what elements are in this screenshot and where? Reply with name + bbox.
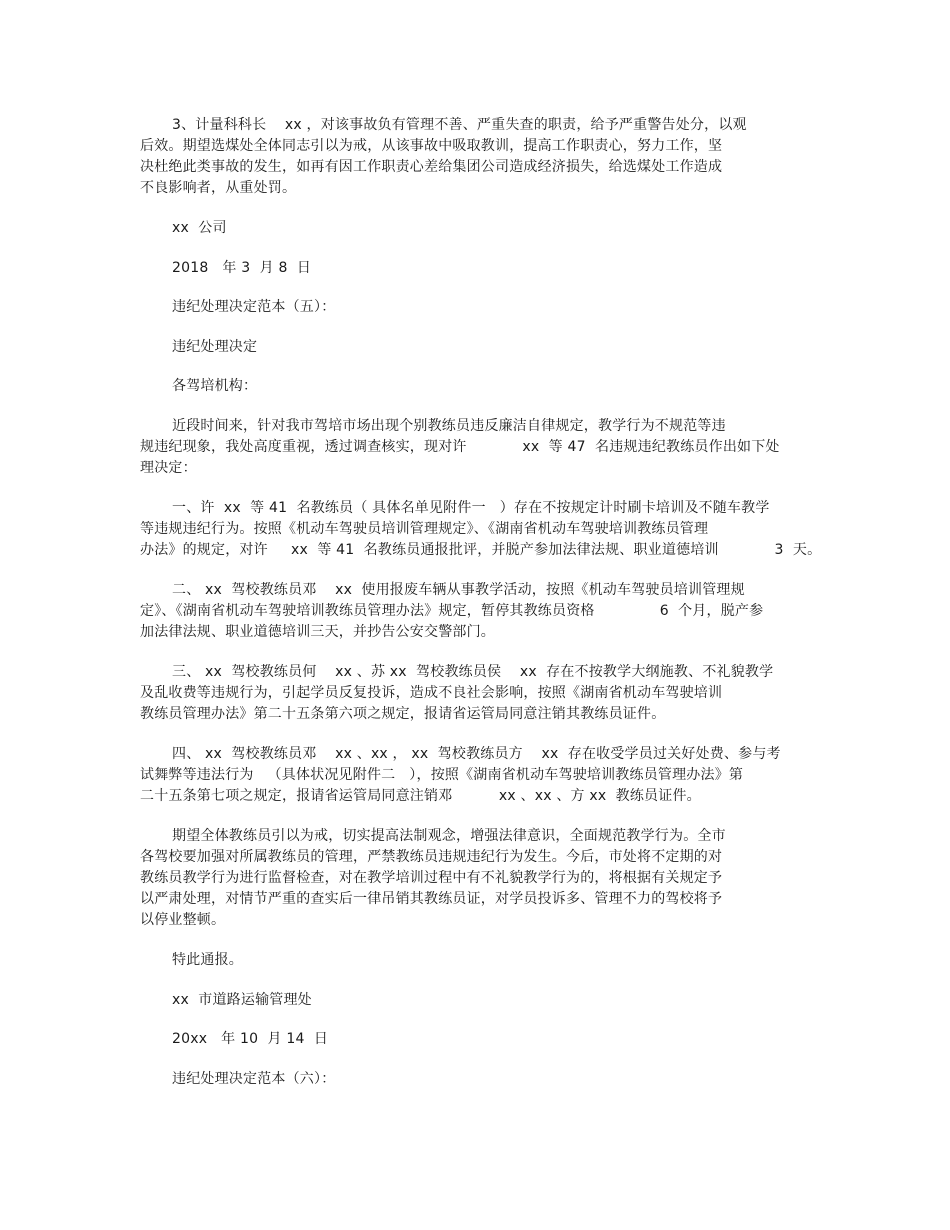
addressee: 各驾培机构： bbox=[172, 378, 258, 394]
closing-line-1: 期望全体教练员引以为戒，切实提高法制观念，增强法律意识，全面规范教学行为。全市 bbox=[172, 828, 726, 844]
sample-5-heading: 违纪处理决定范本（五）： bbox=[172, 299, 336, 315]
item-4-line-2: 试舞弊等违法行为 （具体状况见附件二 ），按照《湖南省机动车驾驶培训教练员管理办法》第 bbox=[140, 767, 744, 783]
item-3-line-3: 教练员管理办法》第二十五条第六项之规定，报请省运管局同意注销其教练员证件。 bbox=[140, 706, 666, 722]
company-signature: xx 公司 bbox=[172, 220, 227, 236]
closing-line-5: 以停业整顿。 bbox=[140, 912, 226, 928]
company-date: 2018 年 3 月 8 日 bbox=[172, 260, 312, 276]
item-4-line-1: 四、 xx 驾校教练员邓 xx 、xx ， xx 驾校教练员方 xx 存在收受学员过关好处费、参与考 bbox=[172, 746, 781, 762]
item-2-line-3: 加法律法规、职业道德培训三天，并抄告公安交警部门。 bbox=[140, 624, 495, 640]
item-1-line-3: 办法》的规定，对许 xx 等 41 名教练员通报批评，并脱产参加法律法规、职业道德培训 3 天。 bbox=[140, 542, 822, 558]
intro-line-1: 近段时间来，针对我市驾培市场出现个别教练员违反廉洁自律规定，教学行为不规范等违 bbox=[172, 418, 726, 434]
para-3-line-4: 不良影响者，从重处罚。 bbox=[140, 180, 297, 196]
item-1-line-1: 一、许 xx 等 41 名教练员（ 具体名单见附件一 ）存在不按规定计时刷卡培训及不随车教学 bbox=[172, 500, 770, 516]
intro-line-3: 理决定： bbox=[140, 460, 197, 476]
sample-6-heading: 违纪处理决定范本（六）： bbox=[172, 1071, 336, 1087]
intro-line-2: 规违纪现象，我处高度重视，透过调查核实，现对许 xx 等 47 名违规违纪教练员作出如下处 bbox=[140, 439, 780, 455]
item-3-line-1: 三、 xx 驾校教练员何 xx 、苏 xx 驾校教练员侯 xx 存在不按教学大纲施教、不礼貌教学 bbox=[172, 664, 774, 680]
para-3-line-3: 决杜绝此类事故的发生，如再有因工作职责心差给集团公司造成经济损失，给选煤处工作造成 bbox=[140, 159, 723, 175]
decision-title: 违纪处理决定 bbox=[172, 339, 258, 355]
item-2-line-2: 定》、《湖南省机动车驾驶培训教练员管理办法》规定，暂停其教练员资格 6 个月，脱产参 bbox=[140, 603, 764, 619]
closing-line-4: 以严肃处理，对情节严重的查实后一律吊销其教练员证，对学员投诉多、管理不力的驾校将予 bbox=[140, 891, 723, 907]
item-2-line-1: 二、 xx 驾校教练员邓 xx 使用报废车辆从事教学活动，按照《机动车驾驶员培训管理规 bbox=[172, 582, 745, 598]
closing-line-2: 各驾校要加强对所属教练员的管理，严禁教练员违规违纪行为发生。今后，市处将不定期的对 bbox=[140, 849, 723, 865]
issue-date: 20xx 年 10 月 14 日 bbox=[172, 1031, 329, 1047]
notice-text: 特此通报。 bbox=[172, 952, 243, 968]
closing-line-3: 教练员教学行为进行监督检查，对在教学培训过程中有不礼貌教学行为的，将根据有关规定予 bbox=[140, 870, 723, 886]
para-3-line-1: 3、计量科科长 xx ，对该事故负有管理不善、严重失查的职责，给予严重警告处分，以观 bbox=[172, 117, 747, 133]
para-3-line-2: 后效。期望选煤处全体同志引以为戒，从该事故中吸取教训，提高工作职责心，努力工作，坚 bbox=[140, 138, 723, 154]
issuer-signature: xx 市道路运输管理处 bbox=[172, 992, 312, 1008]
item-1-line-2: 等违规违纪行为。按照《机动车驾驶员培训管理规定》、《湖南省机动车驾驶培训教练员管理 bbox=[140, 521, 709, 537]
item-3-line-2: 及乱收费等违规行为，引起学员反复投诉，造成不良社会影响，按照《湖南省机动车驾驶培训 bbox=[140, 685, 723, 701]
item-4-line-3: 二十五条第七项之规定，报请省运管局同意注销邓 xx 、xx 、方 xx 教练员证件。 bbox=[140, 788, 701, 804]
